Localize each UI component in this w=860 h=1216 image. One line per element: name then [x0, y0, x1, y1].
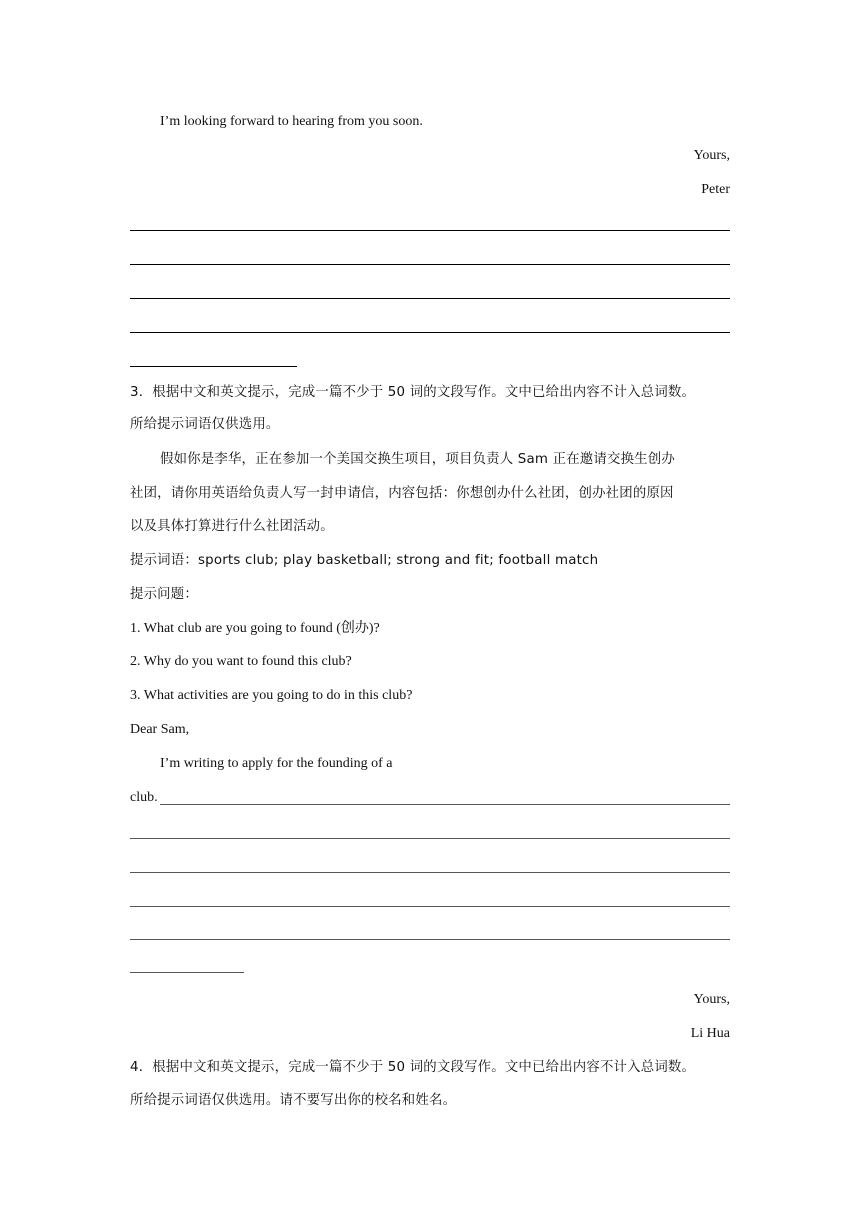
task3-sign-off: Yours,	[693, 992, 730, 1007]
answer-line	[130, 872, 730, 873]
task3-instruction-cont: 所给提示词语仅供选用。	[130, 417, 280, 432]
task3-scenario-cont: 社团，请你用英语给负责人写一封申请信，内容包括：你想创办什么社团，创办社团的原因	[130, 486, 674, 501]
task3-scenario: 假如你是李华，正在参加一个美国交换生项目，项目负责人 Sam 正在邀请交换生创办	[160, 452, 675, 467]
task3-scenario-cont: 以及具体打算进行什么社团活动。	[130, 519, 334, 534]
club-word: club.	[130, 790, 158, 805]
answer-line	[130, 298, 730, 299]
task3-hint-words: 提示词语：sports club; play basketball; strong and fit; football match	[130, 553, 599, 568]
answer-line-short	[130, 366, 297, 367]
answer-line	[130, 264, 730, 265]
task3-opening-line: I’m writing to apply for the founding of a	[160, 756, 393, 771]
task3-hint-questions-label: 提示问题：	[130, 587, 198, 602]
task4-instruction: 4．根据中文和英文提示，完成一篇不少于 50 词的文段写作。文中已给出内容不计入总词数。	[130, 1060, 696, 1075]
answer-line	[130, 230, 730, 231]
task3-salutation: Dear Sam,	[130, 722, 190, 737]
answer-line	[130, 332, 730, 333]
answer-line	[130, 939, 730, 940]
task3-signature: Li Hua	[690, 1026, 730, 1041]
task3-question-1: 1. What club are you going to found (创办)?	[130, 621, 380, 636]
club-answer-row	[130, 788, 730, 808]
answer-line	[160, 804, 730, 805]
letter-closing-line: I’m looking forward to hearing from you soon.	[160, 114, 423, 129]
task4-instruction-cont: 所给提示词语仅供选用。请不要写出你的校名和姓名。	[130, 1093, 457, 1108]
task3-instruction: 3．根据中文和英文提示，完成一篇不少于 50 词的文段写作。文中已给出内容不计入总词数。	[130, 385, 696, 400]
task3-question-3: 3. What activities are you going to do in this club?	[130, 688, 413, 703]
letter-sign-off: Yours,	[693, 148, 730, 163]
answer-line	[130, 906, 730, 907]
answer-line	[130, 838, 730, 839]
answer-line-short	[130, 972, 244, 973]
task3-question-2: 2. Why do you want to found this club?	[130, 654, 352, 669]
letter-signature: Peter	[701, 182, 730, 197]
